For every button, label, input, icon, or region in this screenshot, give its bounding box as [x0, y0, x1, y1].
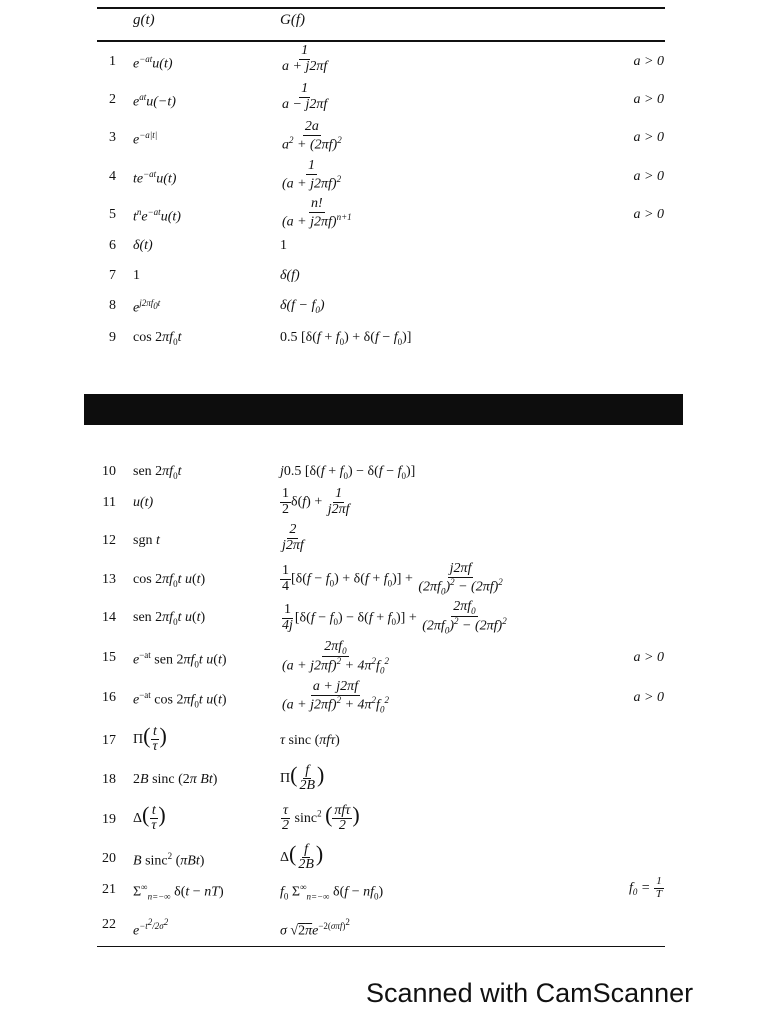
transform: $\frac{1}{a + j2\pi f}$: [282, 43, 328, 74]
header-g-t: g(t): [133, 12, 155, 28]
header-G-f: G(f): [280, 12, 305, 28]
transform: σ $√2\pi e^{-2(\sigma\pi f)^2}$: [280, 917, 350, 939]
condition: a > 0: [633, 92, 664, 107]
transform: $\frac{2}{j2\pi f}$: [282, 522, 304, 553]
time-function: $e^{-a|t|}$: [133, 130, 158, 148]
time-function: sen $2\pi f_0t$: [133, 464, 182, 481]
time-function: Δ( $\frac{t}{\tau}$ ): [133, 802, 166, 834]
transform: 1: [280, 238, 287, 253]
row-number: 15: [102, 650, 116, 665]
row-number: 17: [102, 733, 116, 748]
transform: δ(f): [280, 268, 300, 283]
row-number: 13: [102, 572, 116, 587]
time-function: $\Sigma^\infty_{n=-\infty}$ δ(t − nT): [133, 882, 224, 902]
header-rule: [97, 40, 665, 42]
transform: $\frac{2\pi f_0}{(a + j2\pi f)^2 + 4\pi^2f_0^2}$: [282, 639, 389, 676]
time-function: $\cos 2\pi f_0t$: [133, 330, 182, 347]
transform: $\frac{n!}{(a + j2\pi f)^{n+1}}$: [282, 196, 352, 230]
row-number: 7: [109, 268, 116, 283]
condition: a > 0: [633, 650, 664, 665]
row-number: 14: [102, 610, 116, 625]
time-function: 1: [133, 268, 140, 283]
time-function: $e^{-t^2/2\sigma^2}$: [133, 917, 169, 939]
transform: $\frac{1}{a - j2\pi f}$: [282, 81, 328, 112]
time-function: u(t): [133, 495, 154, 510]
transform: $\frac{1}{(a + j2\pi f)^2}$: [282, 158, 342, 192]
time-function: $e^{j2\pi f_0t}$: [133, 298, 161, 316]
row-number: 12: [102, 533, 116, 548]
row-number: 6: [109, 238, 116, 253]
row-number: 22: [102, 917, 116, 932]
row-number: 5: [109, 207, 116, 222]
row-number: 2: [109, 92, 116, 107]
row-number: 21: [102, 882, 116, 897]
camscanner-watermark: Scanned with CamScanner: [366, 978, 694, 1008]
transform: $\frac{2a}{a^2 + (2\pi f)^2}$: [282, 119, 342, 153]
transform: j0.5 $[\delta(f + f_0) - \delta(f - f_0)]$: [280, 464, 416, 481]
transform: $\frac{1}{4}$ $[\delta(f - f_0) + \delta(f + f_0)]$ + $\frac{j2\pi f}{(2\pi f_0)^2 - (2\pi f)^2}$: [282, 561, 503, 597]
condition: a > 0: [633, 207, 664, 222]
time-function: $e^{-at}$ sen $2\pi f_0t$ u(t): [133, 650, 227, 670]
transform: $\frac{1}{4j}$ $[\delta(f - f_0) - \delta(f + f_0)]$ + $\frac{2\pi f_0}{(2\pi f_0)^2 - (2\pi f)^2}$: [282, 599, 507, 636]
transform: $f_0$ $\Sigma^\infty_{n=-\infty}$ $\delta(f - nf_0)$: [280, 882, 384, 902]
row-number: 3: [109, 130, 116, 145]
time-function: $e^{-at}u(t)$: [133, 54, 173, 72]
row-number: 10: [102, 464, 116, 479]
condition: a > 0: [633, 169, 664, 184]
time-function: Π( $\frac{t}{\tau}$ ): [133, 723, 167, 755]
row-number: 18: [102, 772, 116, 787]
top-rule: [97, 7, 665, 9]
time-function: 2B sinc (2π Bt): [133, 772, 218, 787]
bottom-rule: [97, 946, 665, 947]
condition: a > 0: [633, 54, 664, 69]
redaction-bar: [84, 394, 683, 425]
row-number: 19: [102, 812, 116, 827]
time-function: $\cos 2\pi f_0t$ u(t): [133, 572, 206, 589]
row-number: 20: [102, 851, 116, 866]
time-function: $e^{-at}$ $\cos 2\pi f_0t$ u(t): [133, 690, 227, 710]
transform: 0.5 $[\delta(f + f_0) + \delta(f - f_0)]$: [280, 330, 412, 347]
transform: $\frac{a + j2\pi f}{(a + j2\pi f)^2 + 4\pi^2f_0^2}$: [282, 679, 389, 715]
condition: $f_0$ = $\frac{1}{T}$: [629, 875, 662, 900]
row-number: 9: [109, 330, 116, 345]
row-number: 16: [102, 690, 116, 705]
transform: Π( $\frac{f}{2B}$ ): [280, 762, 325, 794]
transform: $\delta(f - f_0)$: [280, 298, 325, 315]
transform: Δ( $\frac{f}{2B}$ ): [280, 841, 324, 873]
time-function: B sinc$^2$ (πBt): [133, 851, 205, 869]
time-function: $e^{at}u(-t)$: [133, 92, 176, 110]
transform: $\frac{1}{2}$ δ(f) + $\frac{1}{j2\pi f}$: [282, 486, 350, 517]
row-number: 8: [109, 298, 116, 313]
row-number: 11: [102, 495, 116, 510]
row-number: 4: [109, 169, 116, 184]
time-function: δ(t): [133, 238, 153, 253]
time-function: sen $2\pi f_0t$ u(t): [133, 610, 206, 627]
condition: a > 0: [633, 130, 664, 145]
row-number: 1: [109, 54, 116, 69]
time-function: $te^{-at}u(t)$: [133, 169, 177, 187]
time-function: sgn t: [133, 533, 160, 548]
condition: a > 0: [633, 690, 664, 705]
transform: $\frac{\tau}{2}$ sinc$^2$ ( $\frac{\text{πfτ}}{2}$ ): [282, 802, 360, 834]
time-function: $t^ne^{-at}u(t)$: [133, 207, 181, 225]
transform: τ sinc (πfτ): [280, 733, 340, 748]
